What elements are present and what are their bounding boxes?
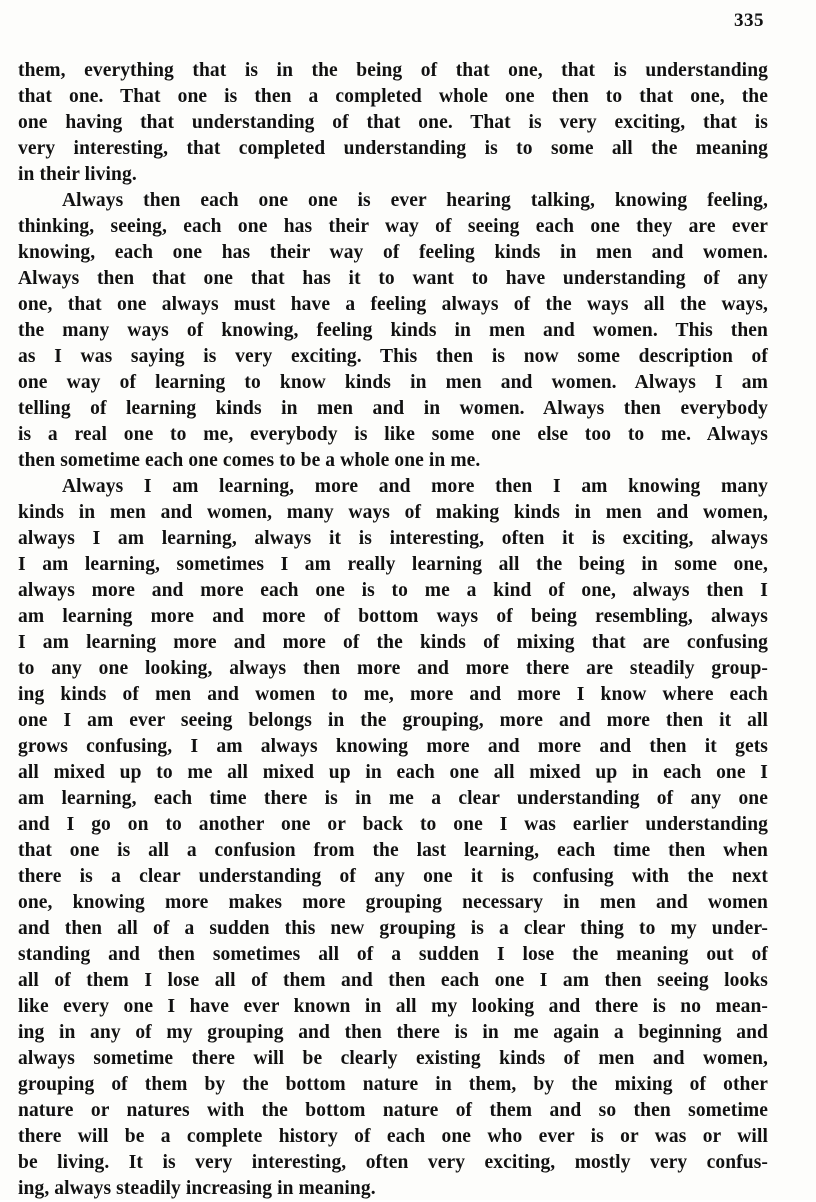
text-line: that one is all a confusion from the last learning, each time then when [18, 840, 768, 861]
text-line: very interesting, that completed understanding is to some all the meaning [18, 138, 768, 159]
text-line: then sometime each one comes to be a whole one in me. [18, 450, 481, 471]
text-line: always sometime there will be clearly existing kinds of men and women, [18, 1048, 768, 1069]
text-line: I am learning more and more of the kinds of mixing that are confusing [18, 632, 768, 653]
text-line: nature or natures with the bottom nature of them and so then sometime [18, 1100, 768, 1121]
text-line: grouping of them by the bottom nature in them, by the mixing of other [18, 1074, 768, 1095]
text-line: one having that understanding of that one. That is very exciting, that is [18, 112, 768, 133]
text-line: ing kinds of men and women to me, more and more I know where each [18, 684, 768, 705]
text-line: one, knowing more makes more grouping necessary in men and women [18, 892, 768, 913]
page-number: 335 [734, 10, 764, 31]
text-line: all mixed up to me all mixed up in each one all mixed up in each one I [18, 762, 768, 783]
text-line: the many ways of knowing, feeling kinds in men and women. This then [18, 320, 768, 341]
text-line: like every one I have ever known in all my looking and there is no mean- [18, 996, 768, 1017]
text-line: one way of learning to know kinds in men and women. Always I am [18, 372, 768, 393]
text-line: thinking, seeing, each one has their way of seeing each one they are ever [18, 216, 768, 237]
text-line: one I am ever seeing belongs in the grouping, more and more then it all [18, 710, 768, 731]
text-line: always I am learning, always it is interesting, often it is exciting, always [18, 528, 768, 549]
text-line: and then all of a sudden this new grouping is a clear thing to my under- [18, 918, 768, 939]
text-line: is a real one to me, everybody is like some one else too to me. Always [18, 424, 768, 445]
text-line: standing and then sometimes all of a sudden I lose the meaning out of [18, 944, 768, 965]
text-line: always more and more each one is to me a kind of one, always then I [18, 580, 768, 601]
text-line: ing in any of my grouping and then there is in me again a beginning and [18, 1022, 768, 1043]
text-line: that one. That one is then a completed whole one then to that one, the [18, 86, 768, 107]
text-line: them, everything that is in the being of that one, that is understanding [18, 60, 768, 81]
text-line: am learning more and more of bottom ways of being resembling, always [18, 606, 768, 627]
paragraph-first-line: Always then each one one is ever hearing talking, knowing feeling, [62, 190, 768, 211]
text-line: Always then that one that has it to want to have understanding of any [18, 268, 768, 289]
text-line: am learning, each time there is in me a clear understanding of any one [18, 788, 768, 809]
text-line: be living. It is very interesting, often very exciting, mostly very confus- [18, 1152, 768, 1173]
text-line: there will be a complete history of each one who ever is or was or will [18, 1126, 768, 1147]
text-line: grows confusing, I am always knowing more and more and then it gets [18, 736, 768, 757]
text-line: all of them I lose all of them and then each one I am then seeing looks [18, 970, 768, 991]
text-line: ing, always steadily increasing in meaning. [18, 1178, 376, 1199]
text-line: one, that one always must have a feeling always of the ways all the ways, [18, 294, 768, 315]
text-line: there is a clear understanding of any one it is confusing with the next [18, 866, 768, 887]
body-text [18, 58, 768, 1202]
text-line: kinds in men and women, many ways of making kinds in men and women, [18, 502, 768, 523]
text-line: I am learning, sometimes I am really learning all the being in some one, [18, 554, 768, 575]
text-line: in their living. [18, 164, 137, 185]
paragraph-first-line: Always I am learning, more and more then I am knowing many [62, 476, 768, 497]
text-line: knowing, each one has their way of feeling kinds in men and women. [18, 242, 768, 263]
text-line: telling of learning kinds in men and in women. Always then everybody [18, 398, 768, 419]
text-line: and I go on to another one or back to one I was earlier understanding [18, 814, 768, 835]
text-line: to any one looking, always then more and more there are steadily group- [18, 658, 768, 679]
text-line: as I was saying is very exciting. This then is now some description of [18, 346, 768, 367]
